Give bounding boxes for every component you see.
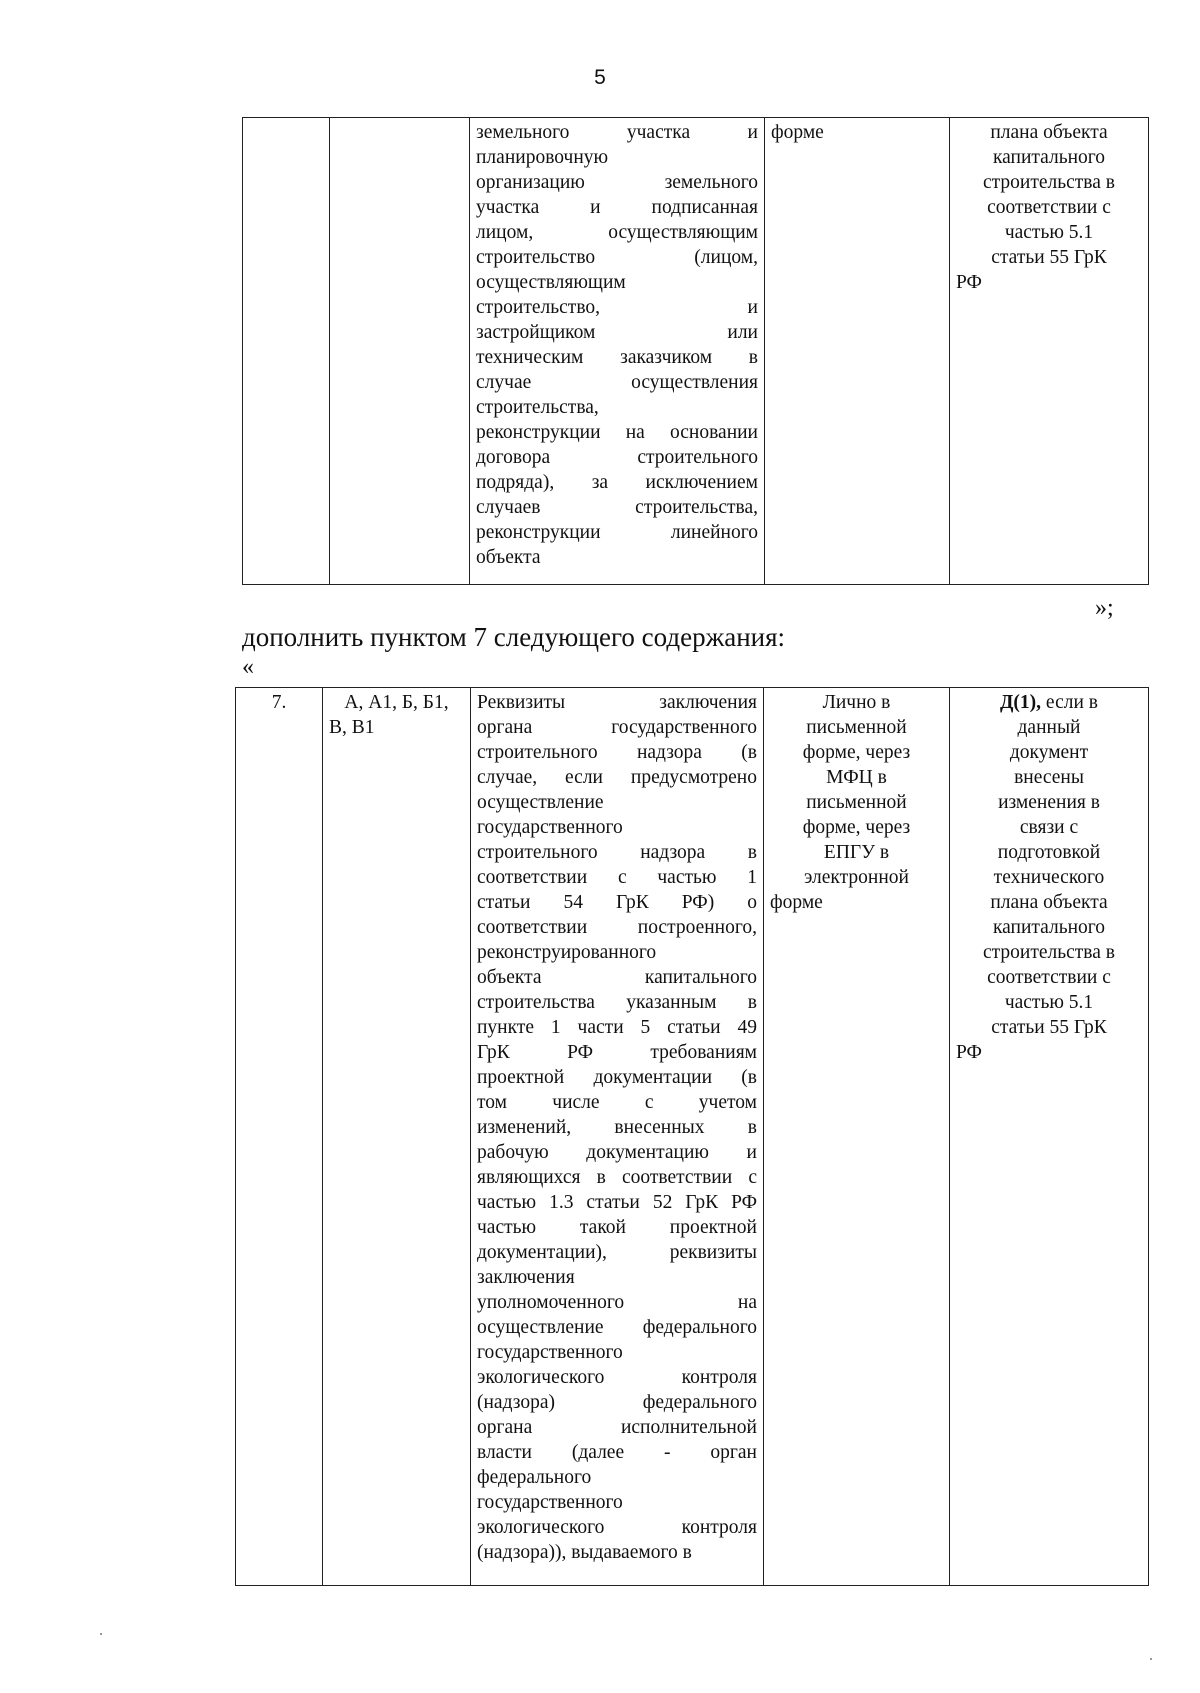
table-row (243, 118, 1149, 585)
text-line: лицом, осуществляющим (476, 222, 758, 243)
codes-cell (330, 118, 470, 585)
item-7-table (235, 687, 1149, 1586)
text-line: строительства указанным в (477, 992, 757, 1013)
number-cell (236, 688, 323, 1586)
text-line: подготовкой (997, 842, 1101, 863)
text-line: земельного участка и (476, 122, 758, 143)
opening-quote: « (242, 654, 254, 680)
text-line: форме (771, 122, 824, 143)
text-line: форме, через (802, 742, 911, 763)
text-line: статьи 55 ГрК (991, 1017, 1107, 1038)
text-line: объекта капитального (477, 967, 757, 988)
text-line: статьи 54 ГрК РФ) о (477, 892, 757, 913)
text-line: Реквизиты заключения (477, 692, 757, 713)
text-line: А, А1, Б, Б1, (344, 692, 449, 713)
description-cell (471, 688, 764, 1586)
text-line: объекта (476, 547, 541, 568)
text-line: плана объекта (990, 122, 1108, 143)
method-cell (765, 118, 950, 585)
text-line: (надзора)), выдаваемого в (477, 1542, 692, 1563)
instruction-text: дополнить пунктом 7 следующего содержания: (242, 622, 786, 652)
text-line: реконструкции линейного (476, 522, 758, 543)
text-line: изменений, внесенных в (477, 1117, 757, 1138)
text-line: рабочую документацию и (477, 1142, 757, 1163)
text-line: изменения в (998, 792, 1100, 813)
number-cell (243, 118, 330, 585)
text-line: договора строительного (476, 447, 758, 468)
text-line: ГрК РФ требованиям (477, 1042, 757, 1063)
text-line: организацию земельного (476, 172, 758, 193)
description-cell (470, 118, 765, 585)
text-line: пункте 1 части 5 статьи 49 (477, 1017, 757, 1038)
text-line: электронной (804, 867, 909, 888)
continuation-table (242, 117, 1149, 585)
text-line: планировочную (476, 147, 609, 168)
text-line: являющихся в соответствии с (477, 1167, 757, 1188)
text-line: статьи 55 ГрК (991, 247, 1107, 268)
condition-cell (950, 118, 1149, 585)
text-line: (надзора) федерального (477, 1392, 757, 1413)
condition-code: Д(1), (1000, 692, 1042, 713)
text-line: случае осуществления (476, 372, 758, 393)
text-line: плана объекта (990, 892, 1108, 913)
text-line: соответствии с (987, 967, 1111, 988)
text-line: соответствии с (987, 197, 1111, 218)
text-line: частью 1.3 статьи 52 ГрК РФ (477, 1192, 757, 1213)
text-line: капитального (992, 917, 1106, 938)
method-cell (764, 688, 950, 1586)
text-line: случаев строительства, (476, 497, 758, 518)
condition-cell (950, 688, 1149, 1586)
text-line: В, В1 (329, 717, 375, 738)
text-line: форме (770, 892, 823, 913)
text-line: том числе с учетом (477, 1092, 757, 1113)
text-line: данный (1017, 717, 1081, 738)
text-line: осуществление (477, 792, 604, 813)
text-line: РФ (956, 1042, 982, 1063)
table-row (236, 688, 1149, 1586)
text-line: форме, через (802, 817, 911, 838)
text-line: документации), реквизиты (477, 1242, 757, 1263)
text-line: экологического контроля (477, 1367, 757, 1388)
text-line: проектной документации (в (477, 1067, 757, 1088)
text-line: технического (993, 867, 1105, 888)
text-line: строительства в (982, 172, 1115, 193)
text-line: частью 5.1 (1004, 222, 1094, 243)
text-line: уполномоченного на (477, 1292, 757, 1313)
text-line: документ (1009, 742, 1089, 763)
text-line: федерального (477, 1467, 592, 1488)
text-line: государственного (477, 817, 623, 838)
text-line: осуществление федерального (477, 1317, 757, 1338)
text-line: ЕПГУ в (823, 842, 890, 863)
text-line: письменной (806, 792, 907, 813)
text-line: строительство (лицом, (476, 247, 758, 268)
text-line: строительства, (476, 397, 599, 418)
closing-quote: »; (1095, 595, 1114, 621)
text-line: письменной (806, 717, 907, 738)
text-line: соответствии с частью 1 (477, 867, 757, 888)
text-line: застройщиком или (476, 322, 758, 343)
text-line: частью 5.1 (1004, 992, 1094, 1013)
text-line: строительства в (982, 942, 1115, 963)
text-line: строительство, и (476, 297, 758, 318)
text-line: реконструкции на основании (476, 422, 758, 443)
text-line: реконструированного (477, 942, 657, 963)
text-line: Лично в (822, 692, 891, 713)
text-line: внесены (1014, 767, 1084, 788)
text-line: власти (далее - орган (477, 1442, 757, 1463)
text-line: капитального (992, 147, 1106, 168)
text-line: заключения (477, 1267, 575, 1288)
text-line: государственного (477, 1492, 623, 1513)
text-line: техническим заказчиком в (476, 347, 758, 368)
text-line: соответствии построенного, (477, 917, 757, 938)
text-line: строительного надзора в (477, 842, 757, 863)
codes-cell (323, 688, 471, 1586)
text-line: участка и подписанная (476, 197, 758, 218)
text-line: подряда), за исключением (476, 472, 758, 493)
text-line: осуществляющим (476, 272, 626, 293)
text-line: экологического контроля (477, 1517, 757, 1538)
text-line: МФЦ в (826, 767, 887, 788)
text-line: случае, если предусмотрено (477, 767, 757, 788)
text-line: строительного надзора (в (477, 742, 757, 763)
page-number: 5 (594, 66, 606, 89)
text-line: РФ (956, 272, 982, 293)
text-line: если в (1041, 692, 1098, 713)
item-number: 7. (271, 692, 287, 713)
text-line: частью такой проектной (477, 1217, 757, 1238)
text-line: органа исполнительной (477, 1417, 757, 1438)
text-line: органа государственного (477, 717, 757, 738)
text-line: связи с (1019, 817, 1079, 838)
text-line: государственного (477, 1342, 623, 1363)
